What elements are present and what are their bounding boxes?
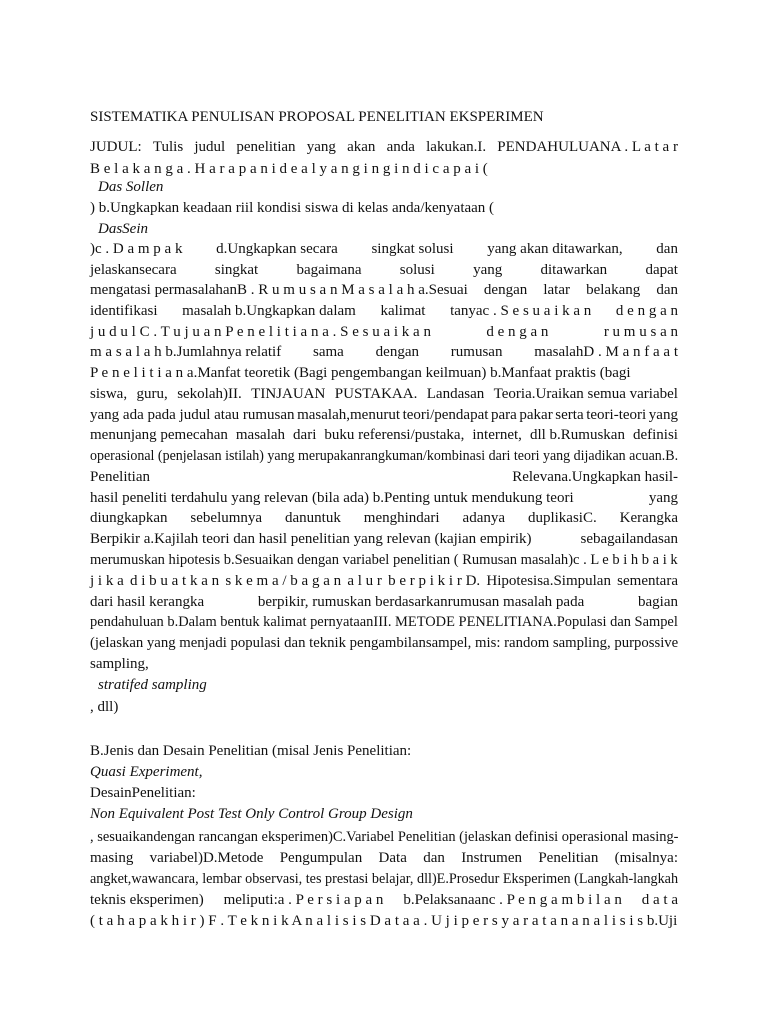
word: teori/pendapat <box>402 407 489 423</box>
word: mengatasi permasalahanB . R u m u s a n M a s a l a h a.Sesuai <box>90 282 468 298</box>
body-line <box>90 508 678 528</box>
word: berpikir, rumuskan berdasarkanrumusan masalah pada <box>257 594 585 610</box>
body-line: B.Jenis dan Desain Penelitian (misal Jenis Penelitian: <box>90 743 412 759</box>
word: menghindari <box>363 510 440 526</box>
word: j u d u l C . T u j u a n P e n e l i t i a n a . S e s u a i k a n <box>90 324 431 340</box>
word: j i k a <box>90 573 124 589</box>
word: dari <box>293 427 317 443</box>
word: singkat solusi <box>371 241 454 257</box>
word: yang akan ditawarkan, <box>487 241 623 257</box>
word: pendahuluan b.Dalam bentuk kalimat pernyataanIII. METODE PENELITIANA.Populasi dan Sampel <box>90 614 678 630</box>
word: dan <box>656 282 678 298</box>
word: latar <box>543 282 570 298</box>
word: merumuskan hipotesis b.Sesuaikan dengan variabel penelitian ( Rumusan masalah)c . L e b i h b a i k <box>90 552 678 568</box>
word: angket,wawancara, lembar observasi, tes prestasi belajar, dll)E.Prosedur Eksperimen (Langkah-langkah <box>90 871 679 887</box>
word: meliputi:a . P e r s i a p a n <box>223 892 384 908</box>
word: d i b u a t k a n <box>129 573 220 589</box>
word: adanya <box>462 510 506 526</box>
word: dengan <box>375 344 419 360</box>
word: dari hasil kerangka <box>90 594 205 610</box>
body-line <box>90 529 678 549</box>
word: duplikasiC. <box>527 510 597 526</box>
body-line <box>90 405 678 425</box>
body-line: Non Equivalent Post Test Only Control Group Design <box>90 806 413 822</box>
document-title: SISTEMATIKA PENULISAN PROPOSAL PENELITIAN EKSPERIMEN <box>90 109 544 125</box>
word: masalahD . M a n f a a t <box>534 344 678 360</box>
word: TINJAUAN <box>251 386 326 402</box>
word: guru, <box>136 386 168 402</box>
body-line: Das Sollen <box>98 179 164 195</box>
word: lakukan.I. <box>426 139 487 155</box>
word: (misalnya: <box>614 850 678 866</box>
word: PENDAHULUANA . L a t a r <box>497 139 678 155</box>
word: bagaimana <box>296 262 362 278</box>
body-line <box>90 827 678 847</box>
word: jelaskansecara <box>90 262 177 278</box>
body-line: DesainPenelitian: <box>90 785 196 801</box>
body-line <box>90 342 678 362</box>
word: yang ada pada judul atau rumusan <box>90 407 295 423</box>
word: yang <box>473 262 503 278</box>
body-line: B e l a k a n g a . H a r a p a n i d e a l y a n g i n g i n d i c a p a i ( <box>90 161 488 177</box>
word: Hipotesisa.Simpulan <box>486 573 611 589</box>
word: yang <box>648 407 678 423</box>
word: akan <box>347 139 376 155</box>
body-line <box>90 322 678 342</box>
word: dengan <box>483 282 528 298</box>
word: masing <box>90 850 134 866</box>
word: Relevana.Ungkapkan hasil- <box>512 469 678 485</box>
word: Teoria.Uraikan semua variabel <box>493 386 678 402</box>
body-line <box>90 301 678 321</box>
word: masalah <box>235 427 286 443</box>
word: dan <box>656 241 678 257</box>
word: JUDUL: <box>90 139 142 155</box>
body-line: , dll) <box>90 699 119 715</box>
body-line: sampling, <box>90 656 149 672</box>
word: d.Ungkapkan secara <box>216 241 338 257</box>
word: masalah,menurut <box>297 407 400 423</box>
word: , sesuaikandengan rancangan eksperimen)C.Variabel Penelitian (jelaskan definisi operasional masing- <box>90 829 679 845</box>
word: siswa, <box>90 386 128 402</box>
word: masalah b.Ungkapkan dalam <box>182 303 356 319</box>
word: Penelitian <box>538 850 599 866</box>
word: definisi <box>632 427 678 443</box>
body-line <box>90 890 678 910</box>
word: ( t a h a p a k h i r ) F . T e k n i k A n a l i s i s D a t a a . U j i p e r s y a r a t a n a n a l i s i s b.Uji <box>90 913 678 929</box>
word: judul <box>194 139 226 155</box>
body-line <box>90 571 678 591</box>
word: yang <box>648 490 678 506</box>
body-line <box>90 446 678 466</box>
body-line <box>90 384 678 404</box>
word: a l u r <box>347 573 382 589</box>
word: PUSTAKAA. <box>334 386 418 402</box>
word: r u m u s a n <box>603 324 678 340</box>
word: internet, <box>472 427 522 443</box>
word: yang <box>306 139 336 155</box>
word: Tulis <box>152 139 184 155</box>
word: variabel)D.Metode <box>149 850 264 866</box>
word: penelitian <box>236 139 296 155</box>
word: Berpikir a.Kajilah teori dan hasil penelitian yang relevan (kajian empirik) <box>90 531 532 547</box>
body-line: stratifed sampling <box>98 677 207 693</box>
body-line <box>90 633 678 653</box>
word: dan <box>423 850 445 866</box>
body-line <box>90 239 678 259</box>
body-line: ) b.Ungkapkan keadaan riil kondisi siswa di kelas anda/kenyataan ( <box>90 200 495 216</box>
word: tanyac . S e s u a i k a n <box>450 303 592 319</box>
body-line <box>90 425 678 445</box>
word: m a s a l a h b.Jumlahnya relatif <box>90 344 282 360</box>
body-line <box>90 592 678 612</box>
body-line <box>90 467 678 487</box>
word: operasional (penjelasan istilah) yang merupakanrangkuman/kombinasi dari teori yang dijadikan acuan.B. <box>90 448 679 464</box>
word: para <box>490 407 517 423</box>
body-line: DasSein <box>98 221 148 237</box>
body-line <box>90 848 678 868</box>
word: menunjang pemecahan <box>90 427 228 443</box>
word: ditawarkan <box>540 262 608 278</box>
word: solusi <box>399 262 435 278</box>
word: identifikasi <box>90 303 158 319</box>
word: d e n g a n <box>615 303 678 319</box>
body-line <box>90 550 678 570</box>
word: kalimat <box>380 303 426 319</box>
word: sementara <box>617 573 678 589</box>
word: s k e m a / b a g a n <box>225 573 342 589</box>
word: Pengumpulan <box>279 850 363 866</box>
body-line <box>90 869 678 889</box>
word: )c . D a m p a k <box>90 241 183 257</box>
word: Penelitian <box>90 469 150 485</box>
word: anda <box>386 139 415 155</box>
word: sebelumnya <box>190 510 263 526</box>
word: diungkapkan <box>90 510 168 526</box>
word: dll b.Rumuskan <box>529 427 625 443</box>
word: sekolah)II. <box>177 386 242 402</box>
word: danuntuk <box>285 510 341 526</box>
body-line <box>90 911 677 931</box>
word: dapat <box>645 262 678 278</box>
word: bagian <box>638 594 678 610</box>
word: (jelaskan yang menjadi populasi dan teknik pengambilansampel, mis: random sampling, purpossive <box>90 635 679 651</box>
word: d e n g a n <box>486 324 549 340</box>
word: b.Pelaksanaanc . P e n g a m b i l a n <box>403 892 622 908</box>
body-line <box>90 363 631 383</box>
body-line: Quasi Experiment, <box>90 764 203 780</box>
word: serta <box>555 407 584 423</box>
word: teknis eksperimen) <box>90 892 204 908</box>
word: d a t a <box>641 892 678 908</box>
body-line <box>90 280 678 300</box>
word: Landasan <box>426 386 485 402</box>
word: sama <box>313 344 344 360</box>
word: sebagailandasan <box>580 531 678 547</box>
word: Kerangka <box>619 510 678 526</box>
word: Data <box>378 850 407 866</box>
word: singkat <box>214 262 259 278</box>
word: hasil peneliti terdahulu yang relevan (bila ada) b.Penting untuk mendukung teori <box>90 490 574 506</box>
body-line <box>90 488 678 508</box>
body-line <box>90 137 678 157</box>
body-line <box>90 260 678 280</box>
word: belakang <box>586 282 641 298</box>
word: b e r p i k i r D. <box>388 573 481 589</box>
word: pakar <box>519 407 553 423</box>
body-line <box>90 612 678 632</box>
word: P e n e l i t i a n a.Manfat teoretik (Bagi pengembangan keilmuan) b.Manfaat praktis (bagi <box>90 365 631 381</box>
word: teori-teori <box>586 407 647 423</box>
word: rumusan <box>450 344 503 360</box>
word: Instrumen <box>461 850 523 866</box>
word: buku referensi/pustaka, <box>324 427 465 443</box>
